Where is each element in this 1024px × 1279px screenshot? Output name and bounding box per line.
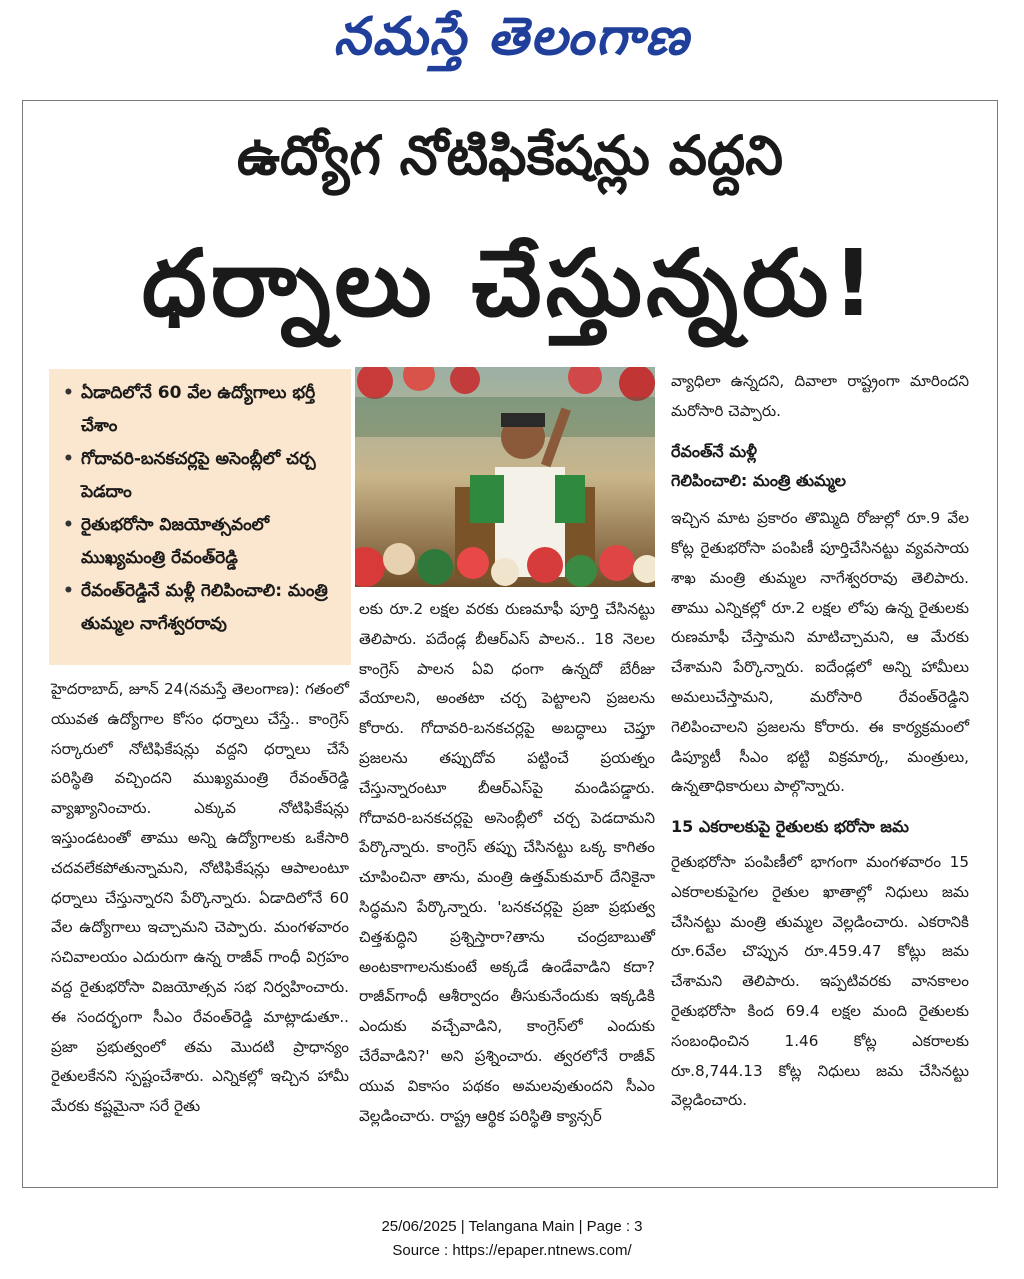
masthead-title: నమస్తే తెలంగాణ — [333, 6, 691, 67]
highlights-box — [49, 369, 351, 665]
highlight-item: • గోదావరి-బనకచర్లపై అసెంబ్లీలో చర్చ పెడదాం — [63, 449, 316, 502]
subheading-1 — [671, 437, 969, 497]
highlight-item: • ఏడాదిలోనే 60 వేల ఉద్యోగాలు భర్తీ చేశాం — [63, 383, 316, 436]
article-column-2 — [359, 595, 655, 1131]
paragraph: వ్యాధిలా ఉన్నదని, దివాలా రాష్ట్రంగా మారిందని మరోసారి చెప్పారు. — [671, 372, 969, 420]
headline-line-1: ఉద్యోగ నోటిఫికేషన్లు వద్దని — [236, 124, 784, 187]
article-column-1 — [51, 675, 349, 1122]
footer-date-line: 25/06/2025 | Telangana Main | Page : 3 — [381, 1218, 643, 1235]
paragraph: లకు రూ.2 లక్షల వరకు రుణమాఫీ పూర్తి చేసినట్టు తెలిపారు. పదేండ్ల బీఆర్‌ఎస్ పాలన.. 18 నెలల కాంగ్రెస్ పాలన ఏవి ధంగా ఉన్నదో బేరీజు వేయాలని, అంతటా చర్చ పెట్టాలని ప్రజలను కోరారు. గోదావరి-బనకచర్లపై అబద్ధాలు చెప్తూ ప్రజలను తప్పుదోవ పట్టించే ప్రయత్నం చేస్తున్నారంటూ బీఆర్‌ఎస్‌పై మండిపడ్డారు. గోదావరి-బనకచర్లపై అసెంబ్లీలో చర్చ పెడదామని పేర్కొన్నారు. కాంగ్రెస్ తప్పు చేసినట్టు ఒక్క కాగితం చూపించినా తాను, మంత్రి ఉత్తమ్‌కుమార్ దేనికైనా సిద్ధమని పేర్కొన్నారు. 'బనకచర్లపై ప్రజా ప్రభుత్వ చిత్తశుద్ధిని ప్రశ్నిస్తారా?తాను చంద్రబాబుతో అంటకాగాలనుకుంటే అక్కడే ఉండేవాడిని కదా? రాజీవ్‌గాంధీ ఆశీర్వాదం తీసుకునేందుకు ఇక్కడికి ఎందుకు వచ్చేవాడిని, కాంగ్రెస్‌లో ఎందుకు చేరేవాడిని?' అని ప్రశ్నించారు. త్వరలోనే రాజీవ్ యువ వికాసం పథకం అమలవుతుందని సీఎం వెల్లడించారు. రాష్ట్ర ఆర్థిక పరిస్థితి క్యాన్సర్ — [359, 600, 655, 1125]
cm-speech-photo — [355, 367, 655, 587]
footer-source-line: Source : https://epaper.ntnews.com/ — [392, 1242, 632, 1259]
highlight-item: • రైతుభరోసా విజయోత్సవంలో ముఖ్యమంత్రి రేవంత్‌రెడ్డి — [63, 515, 270, 568]
masthead — [0, 6, 1024, 86]
subheading-1-line-2: గెలిపించాలి: మంత్రి తుమ్మల — [671, 471, 847, 491]
paragraph: రైతుభరోసా పంపిణీలో భాగంగా మంగళవారం 15 ఎకరాలకుపైగల రైతుల ఖాతాల్లో నిధులు జమ చేసినట్టు మంత్రి తుమ్మల వెల్లడించారు. ఎకరానికి రూ.6వేల చొప్పున రూ.459.47 కోట్లు జమ చేశామని తెలిపారు. ఇప్పటివరకు వానకాలం రైతుభరోసా కింద 69.4 లక్షల మంది రైతులకు సంబంధించిన 1.46 కోట్ల ఎకరాలకు రూ.8,744.13 కోట్ల నిధులు జమ చేసినట్టు వెల్లడించారు. — [671, 852, 969, 1110]
highlight-item: • రేవంత్‌రెడ్డినే మళ్లీ గెలిపించాలి: మంత్రి తుమ్మల నాగేశ్వరరావు — [63, 581, 328, 634]
paragraph: హైదరాబాద్, జూన్ 24(నమస్తే తెలంగాణ): గతంలో యువత ఉద్యోగాల కోసం ధర్నాలు చేస్తే.. కాంగ్రెస్ సర్కారులో నోటిఫికేషన్లు వద్దని ధర్నాలు చేసే పరిస్థితి వచ్చిందని ముఖ్యమంత్రి రేవంత్‌రెడ్డి వ్యాఖ్యానించారు. ఎక్కువ నోటిఫికేషన్లు ఇస్తుండటంతో తాము అన్ని ఉద్యోగాలకు ఒకేసారి చదవలేకపోతున్నామని, నోటిఫికేషన్లు ఆపాలంటూ ధర్నాలు చేస్తున్నారని పేర్కొన్నారు. ఏడాదిలోనే 60 వేల ఉద్యోగాలు ఇచ్చామని చెప్పారు. మంగళవారం సచివాలయం ఎదురుగా ఉన్న రాజీవ్ గాంధీ విగ్రహం వద్ద రైతుభరోసా విజయోత్సవ సభ నిర్వహించారు. ఈ సందర్భంగా సీఎం రేవంత్‌రెడ్డి మాట్లాడుతూ.. ప్రజా ప్రభుత్వంలో తమ మొదటి ప్రాధాన్యం రైతులకేనని స్పష్టంచేశారు. ఎన్నికల్లో ఇచ్చిన హామీ మేరకు కష్టమైనా సరే రైతు — [51, 680, 349, 1116]
paragraph: ఇచ్చిన మాట ప్రకారం తొమ్మిది రోజుల్లో రూ.9 వేల కోట్ల రైతుభరోసా పంపిణీ పూర్తిచేసినట్టు వ్యవసాయ శాఖ మంత్రి తుమ్మల నాగేశ్వరరావు తెలిపారు. తాము ఎన్నికల్లో రూ.2 లక్షల లోపు ఉన్న రైతులకు రుణమాఫీ చేస్తామని మాటిచ్చామని, ఆ మేరకు చేశామని పేర్కొన్నారు. ఐదేండ్లలో అన్ని హామీలు అమలుచేస్తామని, మరోసారి రేవంత్‌రెడ్డిని గెలిపించాలని ప్రజలను కోరారు. ఈ కార్యక్రమంలో డిప్యూటీ సీఎం భట్టి విక్రమార్క, మంత్రులు, ఉన్నతాధికారులు పాల్గొన్నారు. — [671, 509, 969, 796]
headline-line-2: ధర్నాలు చేస్తున్నరు! — [141, 230, 879, 337]
subheading-1-line-1: రేవంత్‌నే మళ్లీ — [671, 441, 757, 461]
photo-illustration — [355, 367, 655, 587]
article-column-3 — [671, 367, 969, 1116]
article-frame — [22, 100, 998, 1188]
subheading-2: 15 ఎకరాలకుపై రైతులకు భరోసా జమ — [671, 817, 909, 837]
